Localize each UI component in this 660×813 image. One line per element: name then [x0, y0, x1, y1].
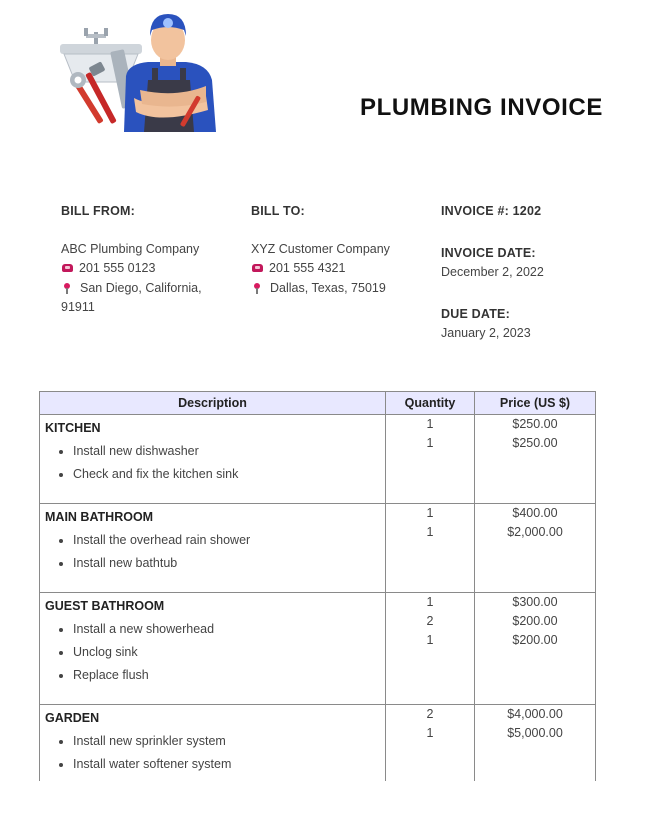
section-title-kitchen: KITCHEN: [45, 421, 101, 435]
table-header-row: [40, 392, 596, 415]
invoice-number: INVOICE #: 1202: [441, 204, 542, 218]
plumber-illustration: [56, 6, 226, 132]
quantity-value: 2: [426, 707, 434, 721]
quantity-value: 1: [426, 726, 434, 740]
map-pin-icon: [64, 283, 70, 289]
price-value: $400.00: [512, 506, 558, 520]
price-value: $300.00: [512, 595, 558, 609]
quantity-value: 1: [426, 436, 434, 450]
phone-icon: [252, 264, 263, 272]
column-header-quantity: Quantity: [386, 392, 475, 415]
section-title-main-bathroom: MAIN BATHROOM: [45, 510, 154, 524]
section-title-garden: GARDEN: [45, 711, 100, 725]
quantity-value: 1: [426, 595, 434, 609]
bill-to-address: Dallas, Texas, 75019: [270, 280, 386, 295]
price-value: $4,000.00: [507, 707, 563, 721]
bill-from-address-line1: San Diego, California,: [80, 280, 202, 295]
column-header-price: Price (US $): [475, 392, 596, 415]
bill-to-phone: 201 555 4321: [269, 261, 346, 275]
invoice-date: December 2, 2022: [441, 265, 544, 279]
list-item: • Install the overhead rain shower: [73, 529, 385, 552]
bill-to-block: [251, 202, 390, 298]
list-item: • Install a new showerhead: [73, 618, 385, 641]
page-title: PLUMBING INVOICE: [360, 94, 603, 121]
list-item: • Install new bathtub: [73, 552, 385, 575]
price-value: $250.00: [512, 417, 558, 431]
price-value: $250.00: [512, 436, 558, 450]
bill-to-company: XYZ Customer Company: [251, 241, 390, 256]
map-pin-icon: [254, 283, 260, 289]
bill-from-block: [61, 202, 202, 318]
bill-from-company: ABC Plumbing Company: [61, 241, 200, 256]
price-value: $5,000.00: [507, 726, 563, 740]
list-item: • Install new dishwasher: [73, 440, 385, 463]
table-row: [40, 593, 596, 705]
invoice-date-label: INVOICE DATE:: [441, 245, 536, 260]
list-item: • Check and fix the kitchen sink: [73, 463, 385, 486]
column-header-description: Description: [40, 392, 386, 415]
quantity-value: 1: [426, 417, 434, 431]
bill-from-address-line2: 91911: [61, 300, 95, 314]
table-row: [40, 705, 596, 781]
invoice-items-table: [39, 391, 596, 781]
list-item: • Install new sprinkler system: [73, 730, 385, 753]
due-date-label: DUE DATE:: [441, 306, 510, 321]
list-item: • Install water softener system: [73, 753, 385, 776]
table-row: [40, 504, 596, 593]
list-item: • Unclog sink: [73, 641, 385, 664]
quantity-value: 2: [426, 614, 434, 628]
price-value: $2,000.00: [507, 525, 563, 539]
bill-from-phone: 201 555 0123: [79, 261, 156, 275]
quantity-value: 1: [426, 525, 434, 539]
invoice-details-block: [441, 202, 544, 344]
quantity-value: 1: [426, 633, 434, 647]
price-value: $200.00: [512, 614, 558, 628]
list-item: • Replace flush: [73, 664, 385, 687]
table-row: [40, 415, 596, 504]
quantity-value: 1: [426, 506, 434, 520]
section-title-guest-bathroom: GUEST BATHROOM: [45, 599, 165, 613]
price-value: $200.00: [512, 633, 558, 647]
due-date: January 2, 2023: [441, 326, 531, 340]
bill-from-label: BILL FROM:: [61, 204, 135, 218]
bill-to-label: BILL TO:: [251, 204, 305, 218]
phone-icon: [62, 264, 73, 272]
